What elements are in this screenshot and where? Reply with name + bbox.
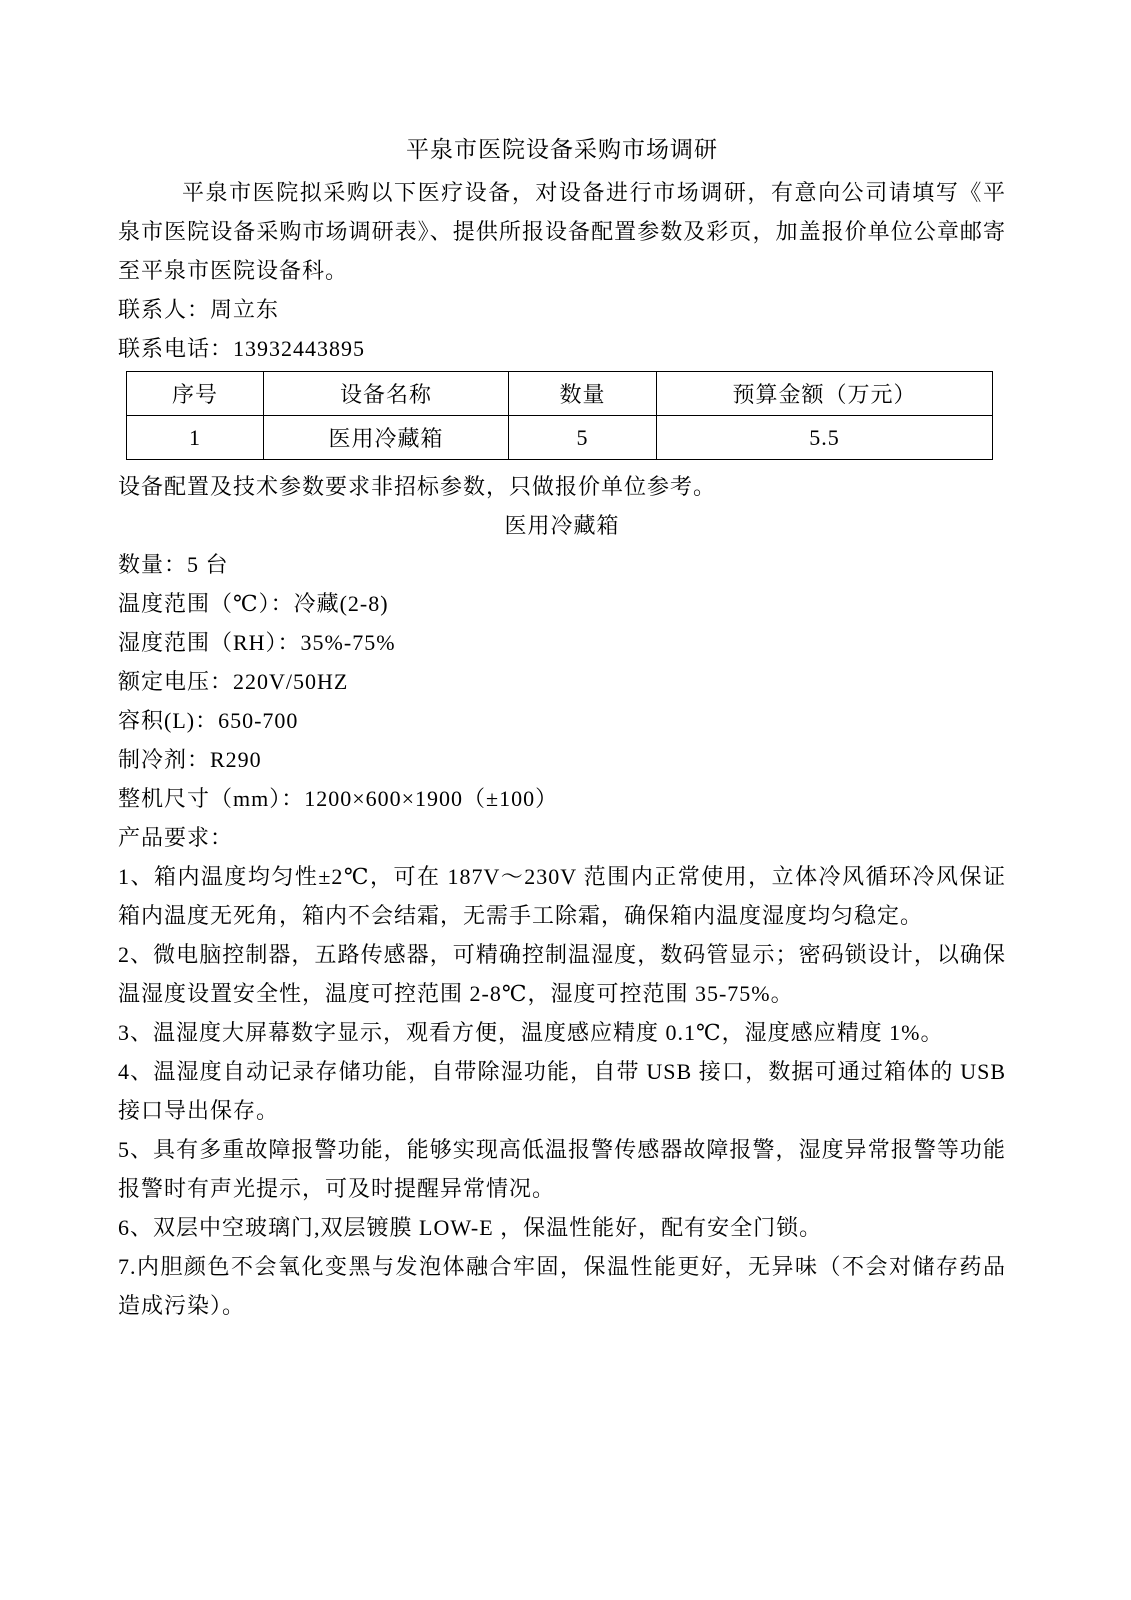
cell-budget: 5.5 xyxy=(657,416,993,460)
table-header-row xyxy=(127,372,993,416)
cell-index: 1 xyxy=(127,416,264,460)
header-cell-index: 序号 xyxy=(127,372,264,416)
requirement-item-6: 6、双层中空玻璃门,双层镀膜 LOW-E ，保温性能好，配有安全门锁。 xyxy=(118,1215,823,1240)
requirement-item-3: 3、温湿度大屏幕数字显示，观看方便，温度感应精度 0.1℃，湿度感应精度 1%。 xyxy=(118,1020,944,1045)
header-cell-device-name: 设备名称 xyxy=(264,372,509,416)
spec-refrigerant: 制冷剂：R290 xyxy=(118,747,262,772)
spec-product-requirements-label: 产品要求： xyxy=(118,825,234,850)
section-title: 医用冷藏箱 xyxy=(504,513,620,538)
spec-quantity: 数量：5 台 xyxy=(118,552,229,577)
cell-quantity: 5 xyxy=(509,416,657,460)
requirement-item-4: 4、温湿度自动记录存储功能，自带除湿功能，自带 USB 接口，数据可通过箱体的 USB 接口导出保存。 xyxy=(118,1059,1006,1123)
contact-phone: 联系电话：13932443895 xyxy=(118,336,366,361)
table-row xyxy=(127,416,993,460)
spec-volume: 容积(L)：650-700 xyxy=(118,708,299,733)
spec-rated-voltage: 额定电压：220V/50HZ xyxy=(118,669,349,694)
requirement-item-2: 2、微电脑控制器，五路传感器，可精确控制温湿度，数码管显示；密码锁设计，以确保温湿度设置安全性，温度可控范围 2-8℃，湿度可控范围 35-75%。 xyxy=(118,942,1006,1006)
intro-paragraph: 平泉市医院拟采购以下医疗设备，对设备进行市场调研，有意向公司请填写《平泉市医院设备采购市场调研表》、提供所报设备配置参数及彩页，加盖报价单位公章邮寄至平泉市医院设备科。 xyxy=(118,180,1006,283)
spec-temperature-range: 温度范围（℃）：冷藏(2-8) xyxy=(118,591,389,616)
header-cell-quantity: 数量 xyxy=(509,372,657,416)
requirement-item-1: 1、箱内温度均匀性±2℃，可在 187V～230V 范围内正常使用，立体冷风循环冷风保证箱内温度无死角，箱内不会结霜，无需手工除霜，确保箱内温度湿度均匀稳定。 xyxy=(118,864,1006,928)
note-paragraph: 设备配置及技术参数要求非招标参数，只做报价单位参考。 xyxy=(118,474,717,499)
document-title: 平泉市医院设备采购市场调研 xyxy=(406,137,718,162)
requirement-item-5: 5、具有多重故障报警功能，能够实现高低温报警传感器故障报警，湿度异常报警等功能报警时有声光提示，可及时提醒异常情况。 xyxy=(118,1137,1006,1201)
spec-humidity-range: 湿度范围（RH）：35%-75% xyxy=(118,630,396,655)
cell-device-name: 医用冷藏箱 xyxy=(264,416,509,460)
spec-dimensions: 整机尺寸（mm）：1200×600×1900（±100） xyxy=(118,786,559,811)
header-cell-budget: 预算金额（万元） xyxy=(657,372,993,416)
contact-person: 联系人：周立东 xyxy=(118,297,280,322)
equipment-table xyxy=(126,371,993,460)
requirement-item-7: 7.内胆颜色不会氧化变黑与发泡体融合牢固，保温性能更好，无异味（不会对储存药品造成污染）。 xyxy=(118,1254,1006,1318)
